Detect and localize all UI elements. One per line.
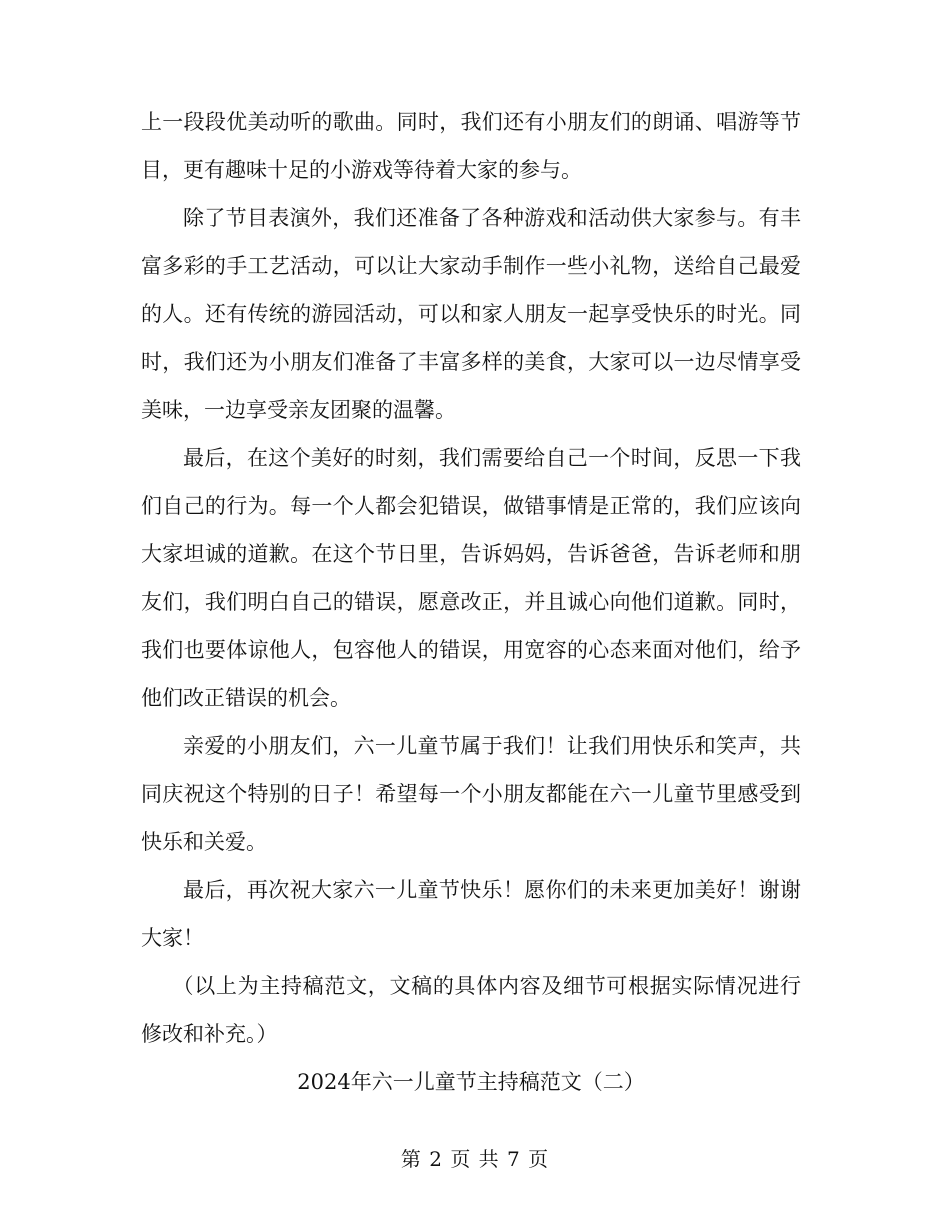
paragraph-closing: 最后，再次祝大家六一儿童节快乐！愿你们的未来更加美好！谢谢大家！ [141, 878, 801, 950]
section-title: 2024年六一儿童节主持稿范文（二） [297, 1070, 645, 1094]
document-body [141, 98, 801, 1106]
paragraph-note: （以上为主持稿范文，文稿的具体内容及细节可根据实际情况进行修改和补充。） [141, 974, 801, 1046]
page-footer: 第 2 页 共 7 页 [400, 1147, 550, 1171]
paragraph-activities: 除了节目表演外，我们还准备了各种游戏和活动供大家参与。有丰富多彩的手工艺活动，可以让大家动手制作一些小礼物，送给自己最爱的人。还有传统的游园活动，可以和家人朋友一起享受快乐的时光。同时，我们还为小朋友们准备了丰富多样的美食，大家可以一边尽情享受美味，一边享受亲友团聚的温馨。 [141, 206, 801, 422]
paragraph-reflection: 最后，在这个美好的时刻，我们需要给自己一个时间，反思一下我们自己的行为。每一个人都会犯错误，做错事情是正常的，我们应该向大家坦诚的道歉。在这个节日里，告诉妈妈，告诉爸爸，告诉老师和朋友们，我们明白自己的错误，愿意改正，并且诚心向他们道歉。同时，我们也要体谅他人，包容他人的错误，用宽容的心态来面对他们，给予他们改正错误的机会。 [141, 446, 801, 710]
paragraph-celebration: 亲爱的小朋友们，六一儿童节属于我们！让我们用快乐和笑声，共同庆祝这个特别的日子！希望每一个小朋友都能在六一儿童节里感受到快乐和关爱。 [141, 734, 801, 854]
paragraph-continuation: 上一段段优美动听的歌曲。同时，我们还有小朋友们的朗诵、唱游等节目，更有趣味十足的小游戏等待着大家的参与。 [141, 110, 801, 182]
